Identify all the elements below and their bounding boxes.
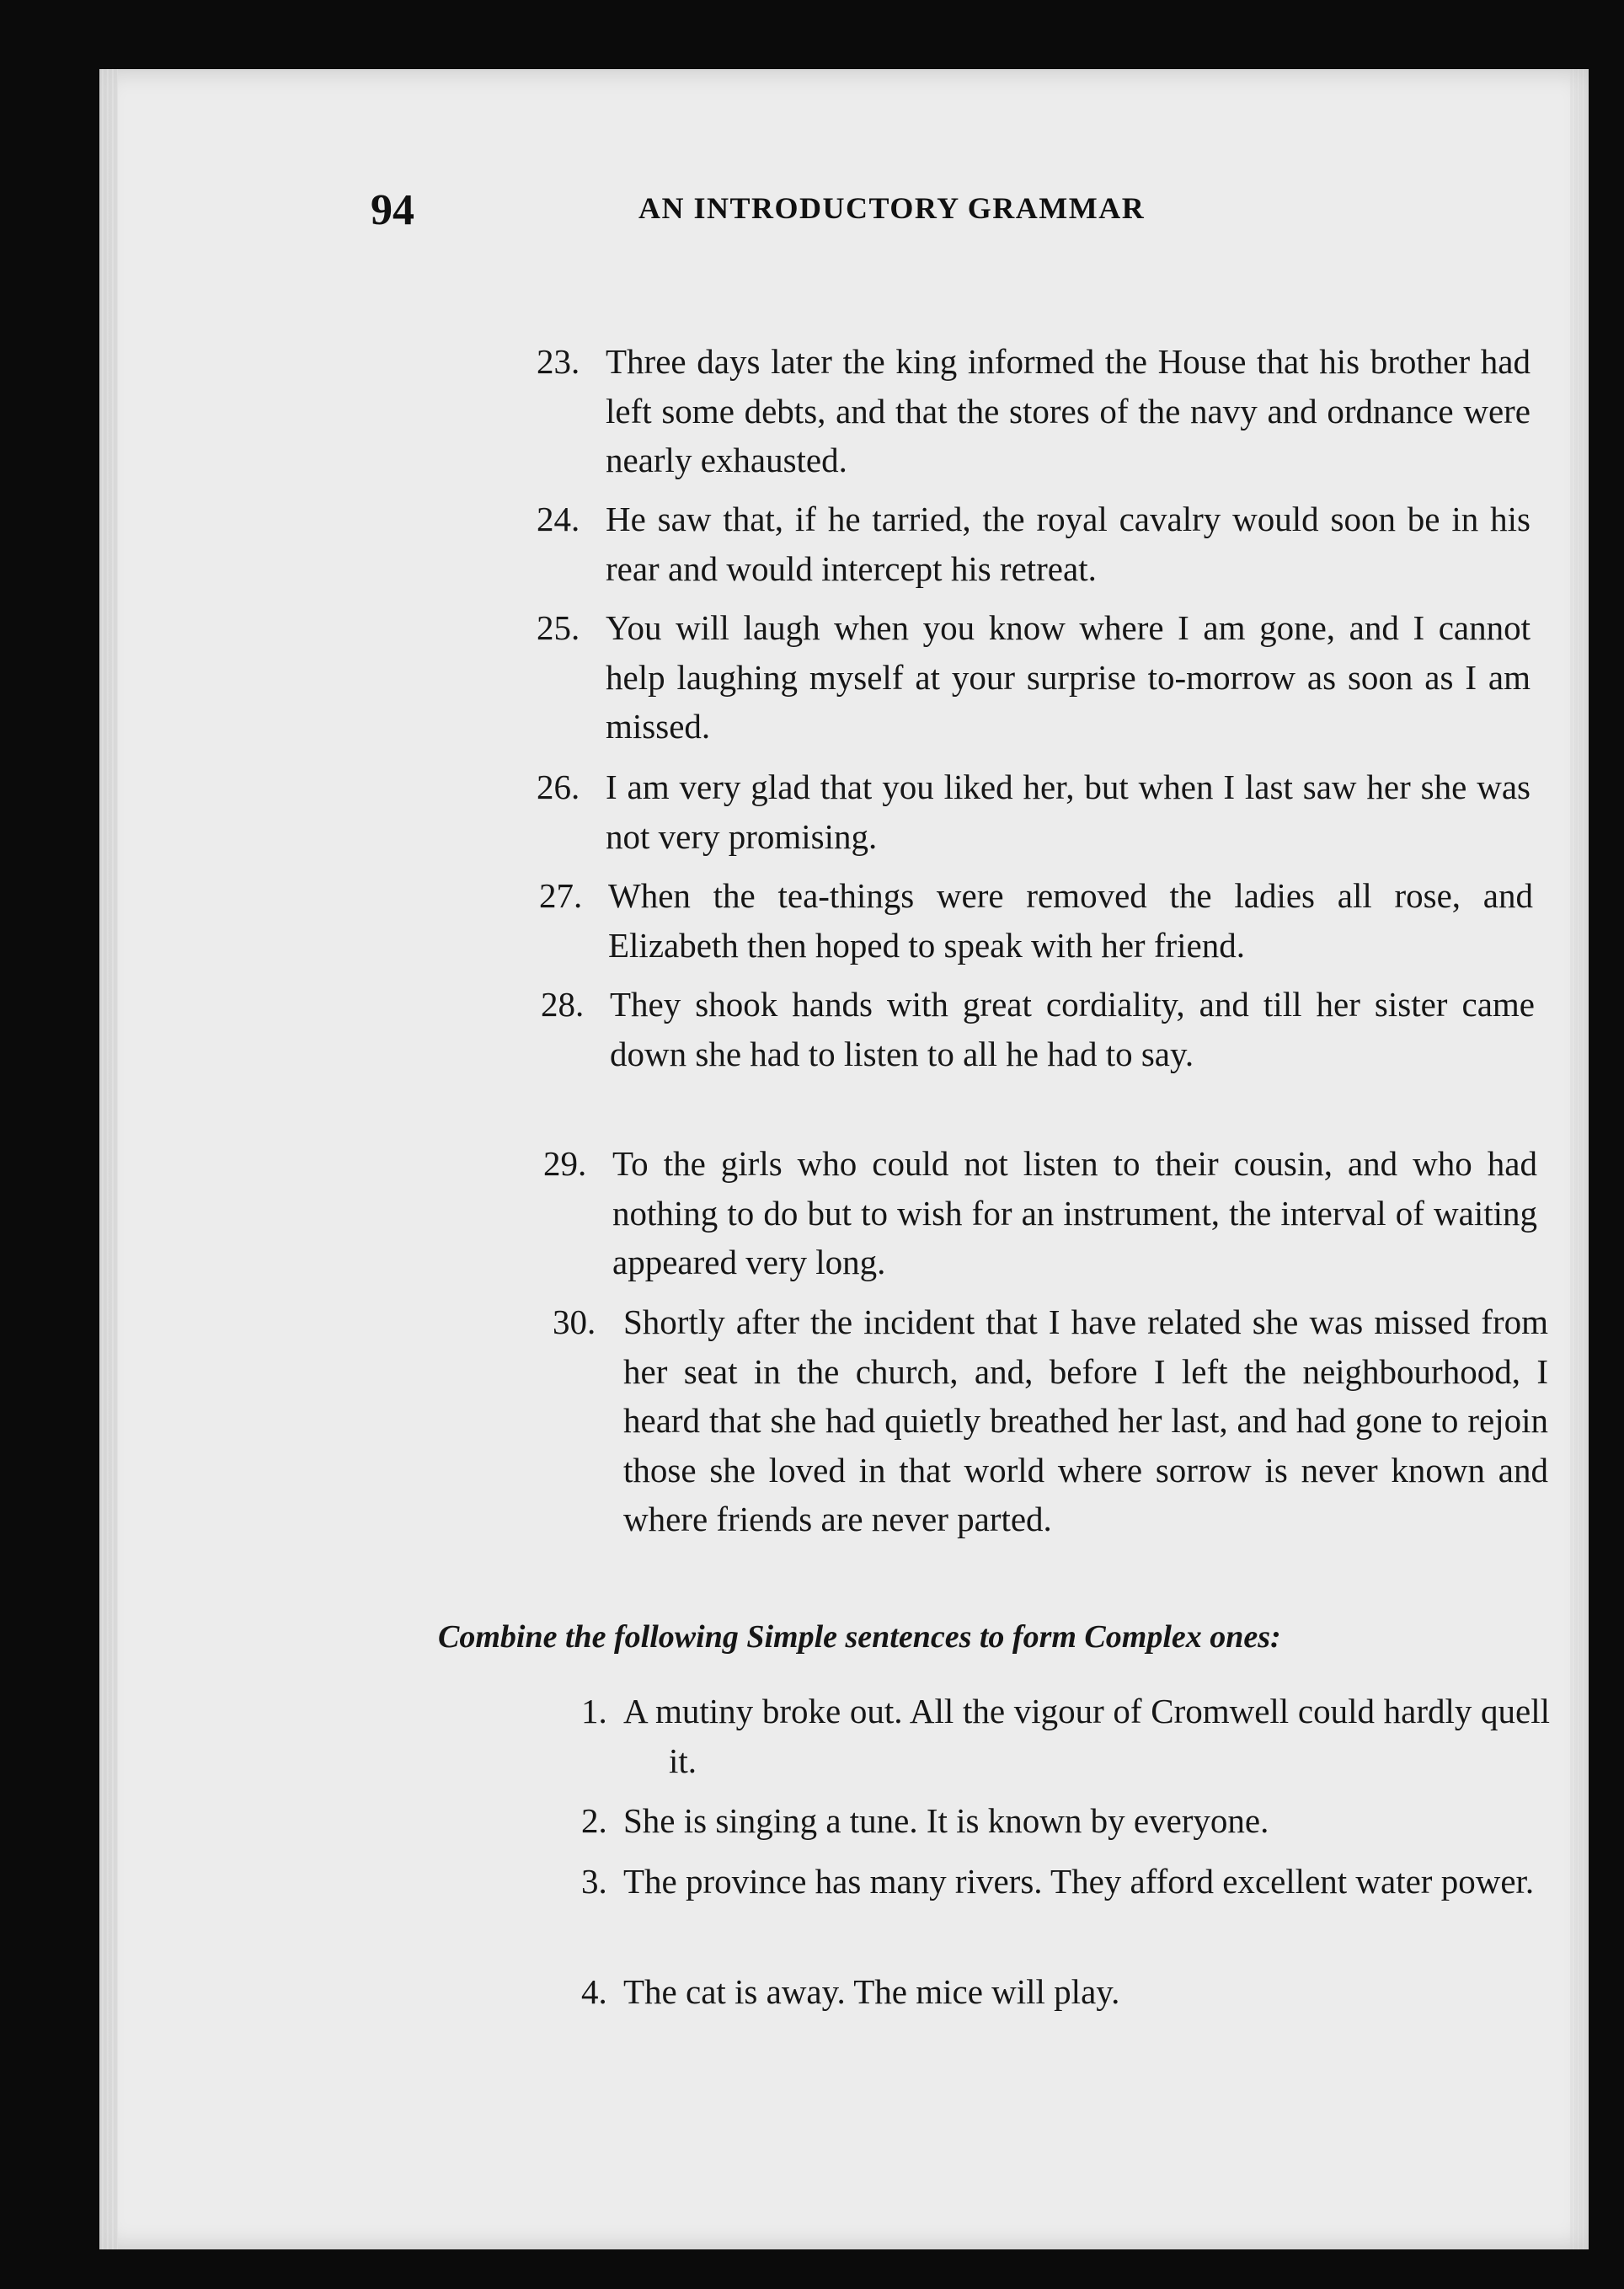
- item-number: 23.: [537, 342, 580, 381]
- exercise-item-25: [537, 603, 1531, 751]
- item-text: When the tea-things were removed the ladies all rose, and Elizabeth then hoped to speak with her friend.: [608, 876, 1533, 965]
- item-text: I am very glad that you liked her, but when I last saw her she was not very promising.: [606, 767, 1531, 856]
- exercise-item-23: [537, 337, 1531, 485]
- item-number: 30.: [553, 1302, 596, 1341]
- item-number: 3.: [581, 1862, 607, 1901]
- item-number: 2.: [581, 1801, 607, 1840]
- exercise-item-27: [539, 871, 1533, 970]
- item-text: They shook hands with great cordiality, and till her sister came down she had to listen to all he had to say.: [610, 985, 1535, 1073]
- item-number: 1.: [581, 1692, 607, 1730]
- item-text: To the girls who could not listen to their cousin, and who had nothing to do but to wish for an instrument, the interval of waiting appeared very long.: [612, 1144, 1537, 1281]
- exercise-item-30: [553, 1297, 1548, 1544]
- running-header: [371, 180, 1263, 248]
- running-title: AN INTRODUCTORY GRAMMAR: [638, 191, 1146, 225]
- item-number: 26.: [537, 767, 580, 806]
- combine-item-4: [581, 1967, 1550, 2017]
- item-text: The cat is away. The mice will play.: [623, 1972, 1120, 2011]
- page-number: 94: [371, 186, 414, 234]
- item-number: 4.: [581, 1972, 607, 2011]
- item-text: A mutiny broke out. All the vigour of Cromwell could hardly quell it.: [623, 1692, 1550, 1780]
- combine-item-2: [581, 1796, 1550, 1846]
- page-edge-right: [1570, 69, 1589, 2249]
- exercise-item-26: [537, 762, 1531, 861]
- combine-item-1: [581, 1687, 1550, 1785]
- item-number: 29.: [543, 1144, 587, 1183]
- item-text: Shortly after the incident that I have related she was missed from her seat in the church, and, before I left the neighbourhood, I heard that she had quietly breathed her last, and had gone to rejoin those she loved in that world where sorrow is never known and where friends are never parted.: [623, 1302, 1548, 1538]
- item-text: Three days later the king informed the House that his brother had left some debts, and that the stores of the navy and ordnance were nearly exhausted.: [606, 342, 1531, 479]
- combine-item-3: [581, 1857, 1550, 1907]
- page-edge-left: [99, 69, 118, 2249]
- item-number: 27.: [539, 876, 583, 915]
- item-number: 28.: [541, 985, 585, 1024]
- item-number: 25.: [537, 608, 580, 647]
- item-text: He saw that, if he tarried, the royal cavalry would soon be in his rear and would intercept his retreat.: [606, 500, 1531, 588]
- item-text: You will laugh when you know where I am gone, and I cannot help laughing myself at your surprise to-morrow as soon as I am missed.: [606, 608, 1531, 746]
- item-number: 24.: [537, 500, 580, 538]
- item-text: She is singing a tune. It is known by everyone.: [623, 1801, 1269, 1840]
- exercise-item-24: [537, 495, 1531, 593]
- item-text: The province has many rivers. They afford excellent water power.: [623, 1862, 1535, 1901]
- exercise-item-28: [541, 980, 1535, 1078]
- exercise-item-29: [543, 1139, 1537, 1287]
- exercise-instruction: Combine the following Simple sentences to form Complex ones:: [438, 1619, 1281, 1655]
